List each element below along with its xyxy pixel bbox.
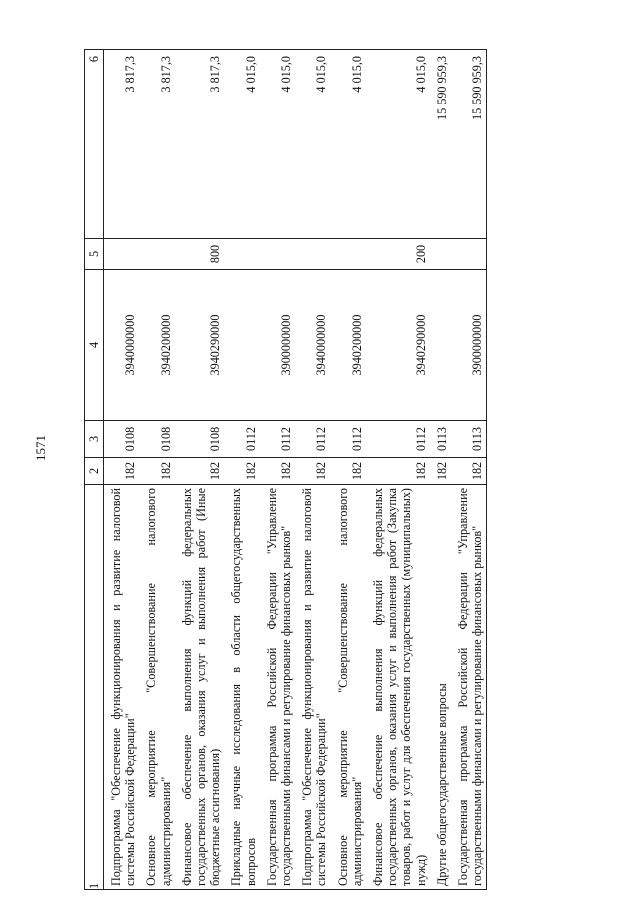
row-section-code: 0112 — [224, 421, 259, 458]
table-header-row — [85, 50, 104, 890]
row-ministry-code: 182 — [139, 458, 174, 485]
row-section-code: 0108 — [104, 421, 140, 458]
row-target-code: 3900000000 — [451, 270, 487, 421]
row-target-code: 3940000000 — [295, 270, 330, 421]
row-expense-type — [139, 239, 174, 270]
row-name: Финансовое обеспечение выполнения функций федеральных государственных органов, оказания услуг и выполнения работ (Закупка товаров, работ и услуг для обеспечения государственных (муниципальных) нужд) — [366, 485, 430, 890]
row-target-code — [430, 270, 451, 421]
row-amount: 3 817,3 — [139, 50, 174, 239]
row-amount: 3 817,3 — [175, 50, 225, 239]
row-section-code: 0112 — [331, 421, 366, 458]
table-row — [175, 50, 225, 890]
row-ministry-code: 182 — [451, 458, 487, 485]
page-number: 1571 — [33, 435, 48, 461]
table-row — [104, 50, 140, 890]
row-target-code — [224, 270, 259, 421]
row-section-code: 0113 — [430, 421, 451, 458]
row-ministry-code: 182 — [295, 458, 330, 485]
row-expense-type: 800 — [175, 239, 225, 270]
table-row — [366, 50, 430, 890]
row-name: Основное мероприятие "Совершенствование налогового администрирования" — [139, 485, 174, 890]
row-amount: 4 015,0 — [331, 50, 366, 239]
row-target-code: 3940000000 — [104, 270, 140, 421]
row-section-code: 0108 — [139, 421, 174, 458]
row-expense-type — [260, 239, 295, 270]
table-row — [430, 50, 451, 890]
header-col-5: 5 — [85, 239, 104, 270]
row-section-code: 0112 — [295, 421, 330, 458]
row-amount: 4 015,0 — [224, 50, 259, 239]
table-row — [331, 50, 366, 890]
row-expense-type — [224, 239, 259, 270]
header-col-1: 1 — [85, 485, 104, 890]
row-expense-type — [104, 239, 140, 270]
row-ministry-code: 182 — [175, 458, 225, 485]
table-row — [139, 50, 174, 890]
table-row — [260, 50, 295, 890]
row-ministry-code: 182 — [366, 458, 430, 485]
row-section-code: 0113 — [451, 421, 487, 458]
budget-table — [84, 49, 487, 890]
row-ministry-code: 182 — [104, 458, 140, 485]
row-amount: 15 590 959,3 — [430, 50, 451, 239]
row-name: Государственная программа Российской Федерации "Управление государственными финансами и регулирование финансовых рынков" — [451, 485, 487, 890]
rotated-page-content — [84, 56, 487, 890]
row-target-code: 3940290000 — [366, 270, 430, 421]
row-amount: 3 817,3 — [104, 50, 140, 239]
row-target-code: 3940290000 — [175, 270, 225, 421]
row-name: Подпрограмма "Обеспечение функционирования и развитие налоговой системы Российской Федерации" — [104, 485, 140, 890]
table-row — [295, 50, 330, 890]
table-row — [451, 50, 487, 890]
row-name: Другие общегосударственные вопросы — [430, 485, 451, 890]
row-name: Финансовое обеспечение выполнения функций федеральных государственных органов, оказания услуг и выполнения работ (Иные бюджетные ассигнования) — [175, 485, 225, 890]
row-expense-type — [451, 239, 487, 270]
row-expense-type — [331, 239, 366, 270]
row-section-code: 0108 — [175, 421, 225, 458]
row-amount: 4 015,0 — [295, 50, 330, 239]
header-col-3: 3 — [85, 421, 104, 458]
row-name: Основное мероприятие "Совершенствование налогового администрирования" — [331, 485, 366, 890]
row-ministry-code: 182 — [260, 458, 295, 485]
row-amount: 4 015,0 — [366, 50, 430, 239]
row-expense-type — [430, 239, 451, 270]
row-section-code: 0112 — [366, 421, 430, 458]
row-amount: 4 015,0 — [260, 50, 295, 239]
row-name: Прикладные научные исследования в области общегосударственных вопросов — [224, 485, 259, 890]
header-col-2: 2 — [85, 458, 104, 485]
row-ministry-code: 182 — [224, 458, 259, 485]
row-name: Государственная программа Российской Федерации "Управление государственными финансами и регулирование финансовых рынков" — [260, 485, 295, 890]
row-ministry-code: 182 — [430, 458, 451, 485]
row-section-code: 0112 — [260, 421, 295, 458]
row-target-code: 3940200000 — [139, 270, 174, 421]
row-name: Подпрограмма "Обеспечение функционирования и развитие налоговой системы Российской Федерации" — [295, 485, 330, 890]
header-col-6: 6 — [85, 50, 104, 239]
row-expense-type: 200 — [366, 239, 430, 270]
row-target-code: 3900000000 — [260, 270, 295, 421]
row-target-code: 3940200000 — [331, 270, 366, 421]
table-row — [224, 50, 259, 890]
row-ministry-code: 182 — [331, 458, 366, 485]
row-expense-type — [295, 239, 330, 270]
row-amount: 15 590 959,3 — [451, 50, 487, 239]
header-col-4: 4 — [85, 270, 104, 421]
